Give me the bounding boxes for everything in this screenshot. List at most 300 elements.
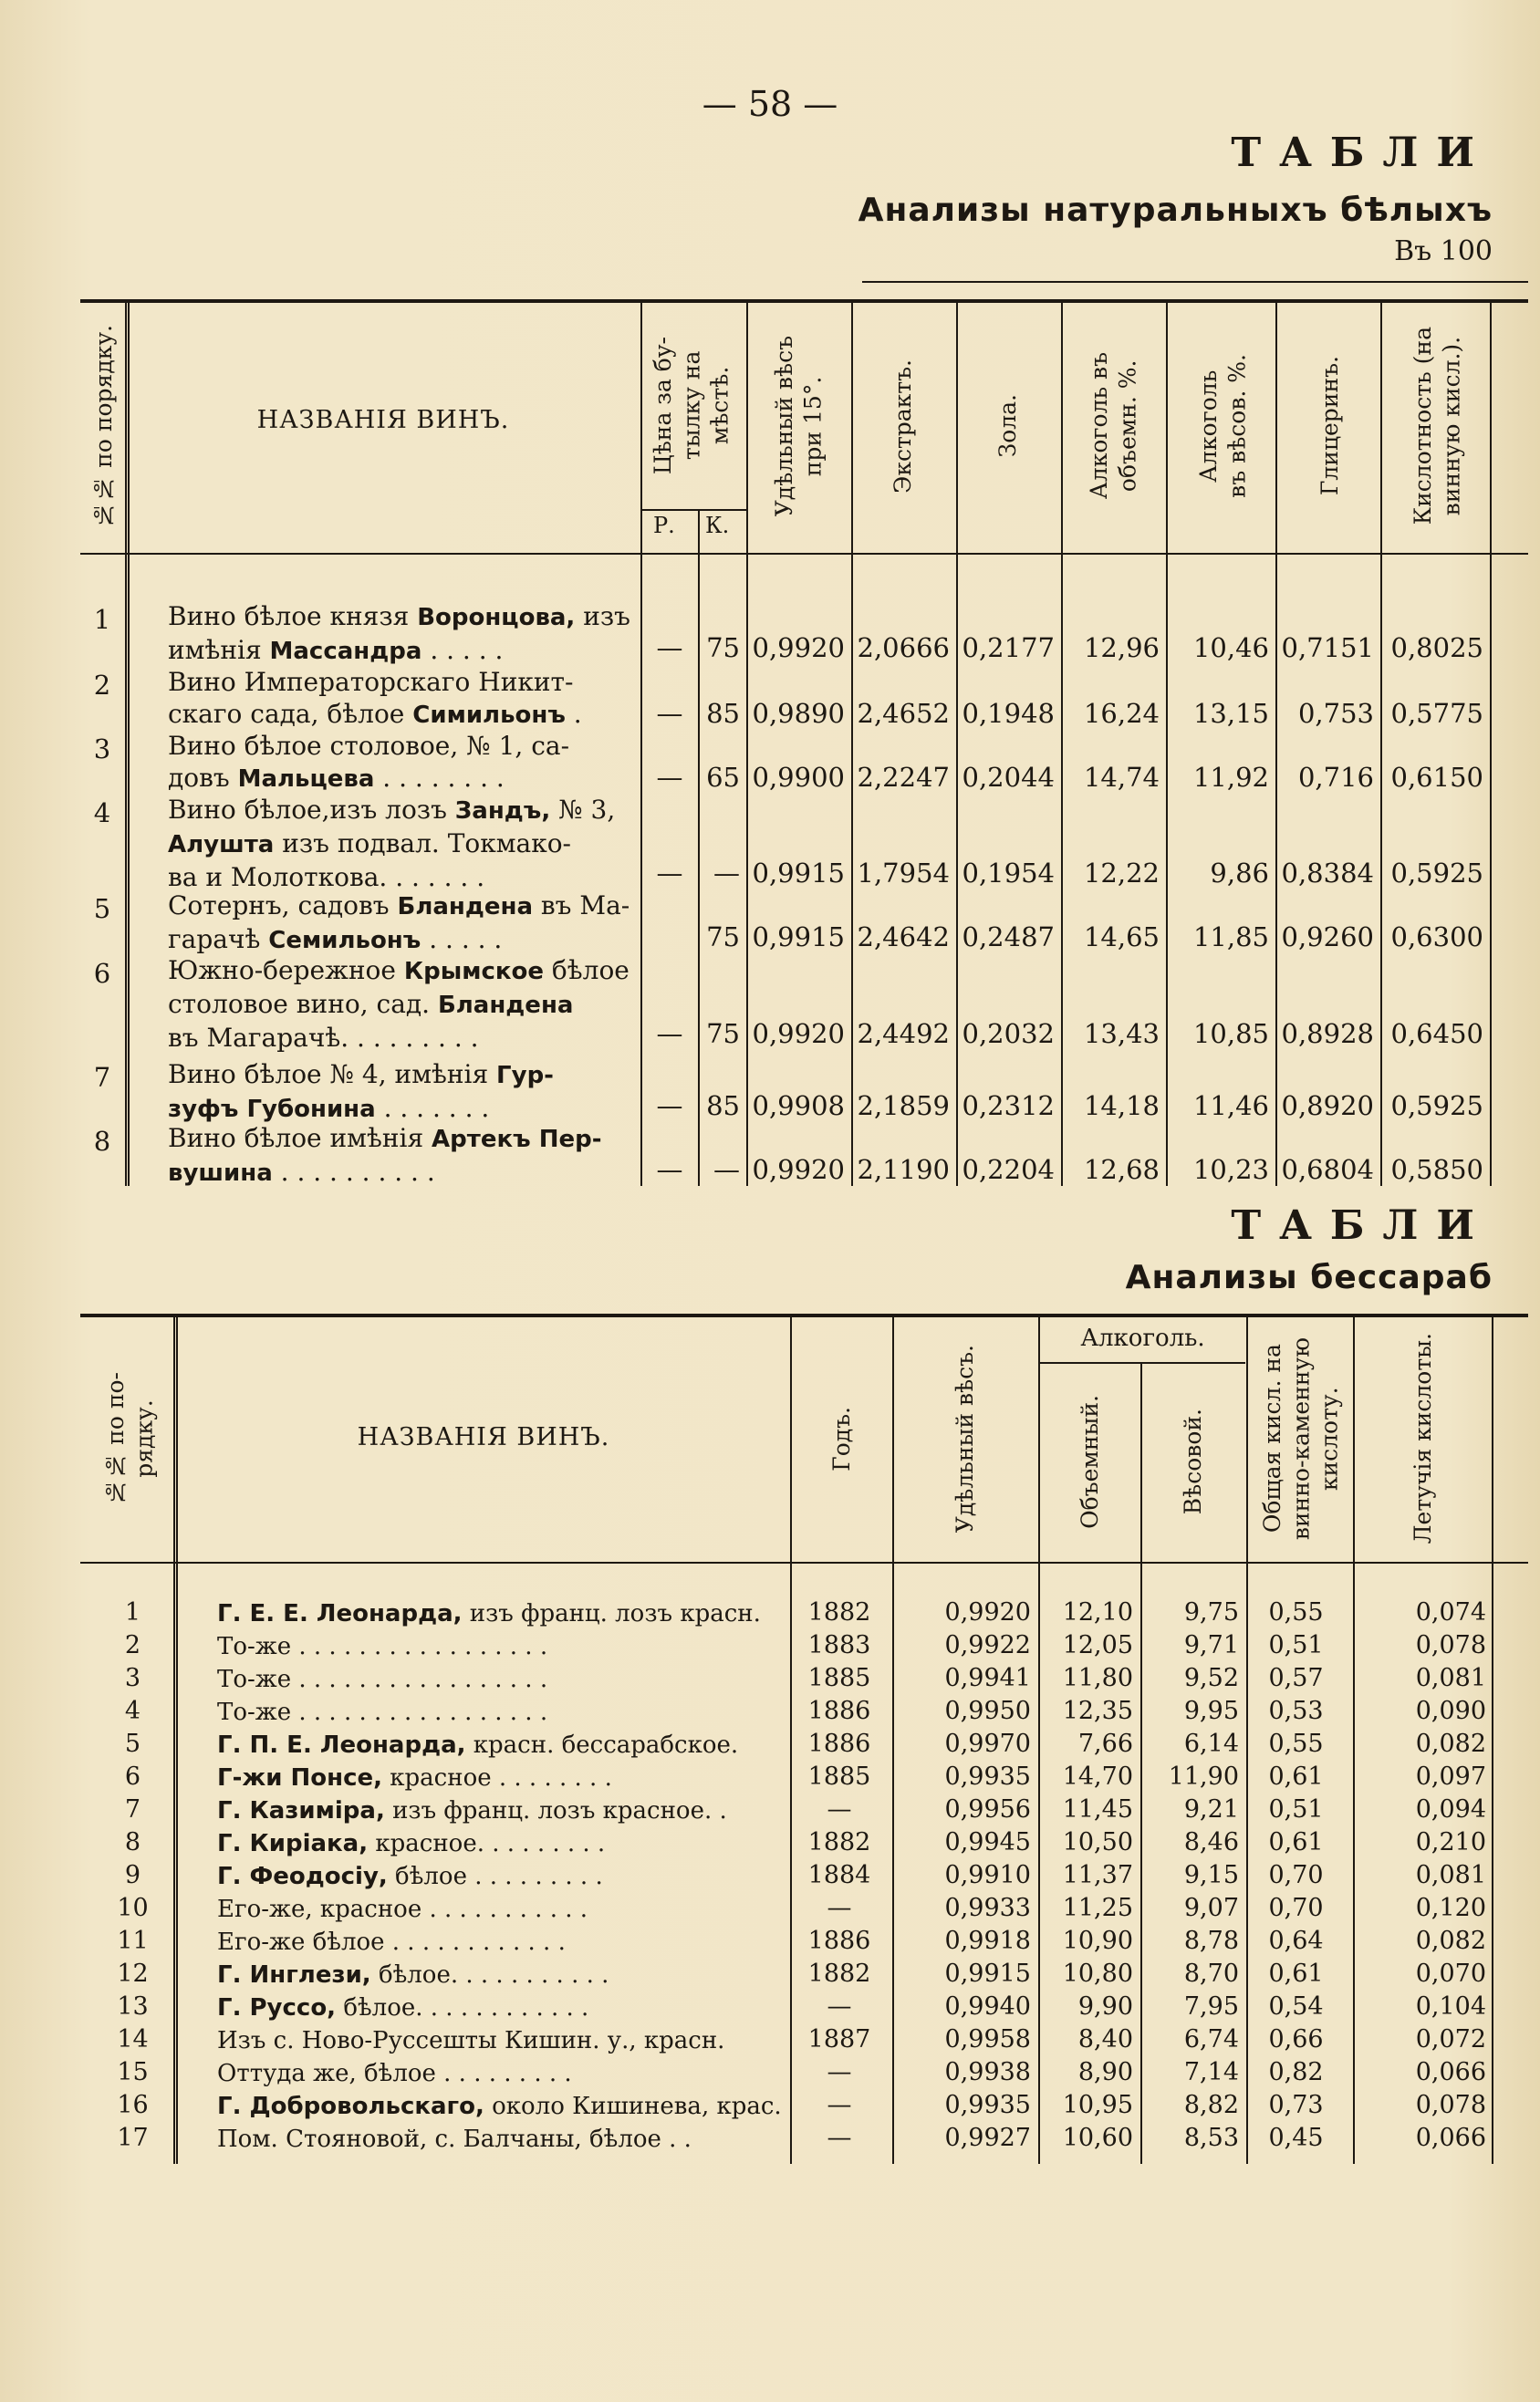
wine-name-text: изъ подвал. Токмако- [274,828,572,858]
t2-cell-vol: 11,80 [1062,1664,1133,1692]
t2-cell-vol: 12,10 [1062,1598,1133,1627]
wine-name-text: въ Магарачѣ. . . . . . . . . [168,1023,479,1053]
wine-name-text: довъ [168,763,238,793]
t1-row-name [168,1122,635,1190]
t1-cell-glycerin: 0,9260 [1281,921,1374,952]
t1-row-no: 1 [93,604,111,635]
t1-cell-k: 75 [706,1018,740,1049]
t2-cell-year: 1886 [807,1730,871,1758]
wine-name-bold: вушина [168,1159,273,1187]
t2-cell-volatile: 0,090 [1415,1697,1486,1725]
t1-cell-k: 75 [706,921,740,952]
t1-cell-alc_wt: 11,46 [1192,1090,1269,1121]
wine-name-bold: Г. Киріака, [217,1830,369,1857]
t2-vline [790,1315,792,2164]
t2-cell-sg: 0,9945 [944,1828,1031,1856]
t2-cell-wt: 9,75 [1183,1598,1239,1627]
t2-cell-wt: 9,71 [1183,1631,1239,1659]
wine-name-bold: Г. Феодосіу, [217,1863,388,1890]
t1-cell-extract: 2,4652 [857,698,950,729]
wine-name-bold: Массандра [269,638,422,665]
t2-row-no: 2 [124,1631,141,1659]
t1-cell-ash: 0,2487 [962,921,1055,952]
t1-vline [1166,301,1168,1186]
wine-name-bold: Бландена [397,893,534,920]
t1-cell-sg: 0,9908 [752,1090,845,1121]
table1-top-short-rule [862,281,1528,283]
t2-row-no: 3 [124,1664,141,1692]
t2-cell-volatile: 0,094 [1415,1795,1486,1824]
wine-name-text: красн. бессарабское. [465,1731,739,1759]
t2-header-volatile: Летучія кислоты. [1410,1333,1437,1544]
t1-cell-acidity: 0,5925 [1390,858,1483,889]
t1-cell-glycerin: 0,716 [1297,762,1374,793]
t1-price-subrule [640,509,746,511]
t2-row-name [217,2058,786,2090]
t1-cell-alc_vol: 14,18 [1083,1090,1160,1121]
wine-name-text: Его-же, красное . . . . . . . . . . . [217,1896,588,1923]
t2-cell-acid: 0,61 [1268,1828,1324,1856]
table1-unit: Въ 100 [1394,235,1493,267]
t2-cell-wt: 8,70 [1183,1960,1239,1988]
t1-cell-k: 75 [706,632,740,663]
t2-cell-sg: 0,9970 [944,1730,1031,1758]
t2-cell-volatile: 0,070 [1415,1960,1486,1988]
wine-name-text: красное . . . . . . . . [382,1764,612,1792]
t2-cell-volatile: 0,210 [1415,1828,1486,1856]
wine-name-text: Вино Императорскаго Никит- [168,667,574,697]
t2-cell-acid: 0,45 [1268,2124,1324,2152]
t2-cell-acid: 0,64 [1268,1927,1324,1955]
wine-name-text: имѣнія [168,635,270,665]
t2-cell-year: 1886 [807,1927,871,1955]
t2-row-name [217,1763,786,1794]
t2-row-name [217,1992,786,2024]
t1-cell-r: — [656,1090,683,1121]
t1-header-extract: Экстрактъ. [890,359,917,494]
t2-row-no: 15 [117,2058,149,2086]
t1-vline [1061,301,1063,1186]
t2-row-name [217,1598,786,1630]
t2-cell-wt: 7,14 [1183,2058,1239,2086]
wine-name-text: То-же . . . . . . . . . . . . . . . . . [217,1633,548,1660]
wine-name-bold: Г. Инглези, [217,1961,371,1989]
t1-row-no: 8 [93,1126,111,1157]
wine-name-bold: Зандъ, [454,797,551,825]
t1-cell-alc_wt: 13,15 [1192,698,1269,729]
t1-cell-extract: 2,4642 [857,921,950,952]
t2-vline [1140,1364,1142,2164]
t2-cell-acid: 0,55 [1268,1730,1324,1758]
t1-header-acidity: Кислотность (на винную кисл.). [1409,327,1464,525]
wine-name-text: Вино бѣлое № 4, имѣнія [168,1059,497,1089]
t2-cell-volatile: 0,066 [1415,2058,1486,2086]
t1-cell-r: — [656,1018,683,1049]
t2-cell-wt: 9,52 [1183,1664,1239,1692]
t2-cell-volatile: 0,082 [1415,1730,1486,1758]
t1-row-name [168,600,635,668]
t2-row-name [217,1664,786,1696]
t1-cell-glycerin: 0,6804 [1281,1154,1374,1185]
t1-vline [956,301,958,1186]
t1-row-name [168,794,635,893]
t2-cell-wt: 6,14 [1183,1730,1239,1758]
t2-cell-acid: 0,54 [1268,1992,1324,2021]
t2-cell-sg: 0,9950 [944,1697,1031,1725]
wine-name-text: № 3, [550,795,616,825]
t1-header-price-r: Р. [653,513,675,538]
t2-cell-acid: 0,51 [1268,1795,1324,1824]
t1-header-rule [80,553,1528,555]
t1-cell-extract: 2,1190 [857,1154,950,1185]
t2-row-no: 8 [124,1828,141,1856]
t2-row-name [217,1894,786,1926]
t2-cell-acid: 0,61 [1268,1960,1324,1988]
t2-cell-acid: 0,73 [1268,2091,1324,2119]
t1-cell-k: — [713,1154,740,1185]
wine-name-bold: Гур- [496,1062,554,1089]
t2-row-name [217,1927,786,1959]
t2-cell-volatile: 0,072 [1415,2025,1486,2054]
wine-name-bold: Артекъ Пер- [432,1126,602,1153]
page-number: — 58 — [702,84,838,124]
t2-row-name [217,1795,786,1827]
t1-cell-ash: 0,2204 [962,1154,1055,1185]
t1-row-name [168,889,635,957]
wine-name-text: Изъ с. Ново-Руссешты Кишин. у., красн. [217,2027,725,2054]
t2-vline [173,1315,178,2164]
t2-row-no: 17 [117,2124,149,2152]
t1-row-no: 2 [93,670,111,701]
t2-header-name: НАЗВАНІЯ ВИНЪ. [357,1423,610,1451]
t2-cell-year: 1882 [807,1828,871,1856]
t2-cell-vol: 10,95 [1062,2091,1133,2119]
t1-cell-alc_vol: 13,43 [1083,1018,1160,1049]
t1-cell-sg: 0,9890 [752,698,845,729]
t2-row-name [217,2025,786,2057]
t2-cell-vol: 11,25 [1062,1894,1133,1922]
t2-row-name [217,1730,786,1762]
t2-row-no: 6 [124,1763,141,1791]
t2-cell-vol: 7,66 [1077,1730,1133,1758]
wine-name-text: скаго сада, бѣлое [168,699,413,729]
t2-row-name [217,2124,786,2156]
wine-name-bold: Воронцова, [417,604,576,631]
t2-row-no: 13 [117,1992,149,2021]
t1-vline [746,301,748,1186]
t2-cell-year: — [827,1894,852,1922]
t2-header-no: №№ по по- рядку. [101,1372,157,1505]
wine-name-bold: Симильонъ [412,702,566,729]
t2-cell-vol: 12,05 [1062,1631,1133,1659]
wine-name-bold: Алушта [168,831,275,858]
t1-cell-r: — [656,632,683,663]
wine-name-text: бѣлое. . . . . . . . . . . . [336,1994,589,2022]
t1-row-name [168,1058,635,1126]
wine-name-bold: Семильонъ [268,927,421,954]
t2-cell-acid: 0,61 [1268,1763,1324,1791]
t1-header-price: Цѣна за бу- тылку на мѣстѣ. [650,336,734,475]
t1-cell-glycerin: 0,753 [1297,698,1374,729]
t1-cell-sg: 0,9920 [752,1154,845,1185]
t2-header-alc-vol: Объемный. [1077,1394,1104,1529]
t1-cell-k: — [713,858,740,889]
wine-name-text: Сотернъ, садовъ [168,890,398,920]
t2-cell-vol: 11,45 [1062,1795,1133,1824]
t1-row-name [168,666,635,732]
t2-header-alc-wt: Вѣсовой. [1180,1408,1207,1515]
t2-cell-acid: 0,53 [1268,1697,1324,1725]
t2-cell-wt: 11,90 [1168,1763,1239,1791]
t1-vline [640,301,642,1186]
t1-cell-glycerin: 0,7151 [1281,632,1374,663]
t1-row-no: 3 [93,733,111,764]
wine-name-bold: Крымское [403,958,545,985]
wine-name-text: . . . . . . . . . . [272,1157,435,1187]
wine-name-text: Его-же бѣлое . . . . . . . . . . . . [217,1929,566,1956]
t1-cell-alc_vol: 14,65 [1083,921,1160,952]
t1-cell-r: — [656,1154,683,1185]
t1-cell-alc_vol: 16,24 [1083,698,1160,729]
t2-cell-volatile: 0,097 [1415,1763,1486,1791]
wine-name-text: Южно-бережное [168,955,404,985]
wine-name-text: . [565,699,582,729]
t2-cell-wt: 7,95 [1183,1992,1239,2021]
t2-cell-year: — [827,1992,852,2021]
t2-cell-vol: 8,40 [1077,2025,1133,2054]
t1-header-price-k: К. [705,513,730,538]
t1-cell-alc_wt: 11,85 [1192,921,1269,952]
t1-header-alc-wt: Алкоголь въ вѣсов. %. [1194,354,1250,498]
t1-cell-ash: 0,2312 [962,1090,1055,1121]
t2-cell-wt: 8,53 [1183,2124,1239,2152]
t1-header-name: НАЗВАНІЯ ВИНЪ. [256,406,510,434]
t1-vline [851,301,853,1186]
wine-name-bold: Г. Добровольскаго, [217,2093,484,2120]
t2-vline [892,1315,894,2164]
t1-cell-alc_wt: 10,23 [1192,1154,1269,1185]
t1-vline [1380,301,1382,1186]
t2-cell-wt: 9,95 [1183,1697,1239,1725]
t2-cell-sg: 0,9935 [944,1763,1031,1791]
wine-name-bold: Г-жи Понсе, [217,1764,383,1792]
wine-name-text: въ Ма- [533,890,630,920]
t1-cell-glycerin: 0,8384 [1281,858,1374,889]
t2-cell-sg: 0,9941 [944,1664,1031,1692]
t1-cell-ash: 0,1954 [962,858,1055,889]
t1-vline [1275,301,1277,1186]
t1-vline [698,511,700,1186]
wine-name-text: Оттуда же, бѣлое . . . . . . . . . [217,2060,572,2087]
t2-row-name [217,1697,786,1729]
t1-cell-sg: 0,9915 [752,858,845,889]
t2-cell-vol: 10,80 [1062,1960,1133,1988]
t1-cell-extract: 2,1859 [857,1090,950,1121]
table1-subtitle: Анализы натуральныхъ бѣлыхъ [858,192,1493,229]
t1-header-no: №№ по порядку. [90,324,118,528]
t1-cell-sg: 0,9920 [752,1018,845,1049]
t2-cell-vol: 9,90 [1077,1992,1133,2021]
t1-cell-extract: 2,2247 [857,762,950,793]
table2-subtitle: Анализы бессараб [1125,1259,1493,1296]
t2-cell-sg: 0,9933 [944,1894,1031,1922]
wine-name-text: бѣлое [544,955,630,985]
wine-name-bold: Г. Е. Е. Леонарда, [217,1600,463,1627]
wine-name-text: Вино бѣлое князя [168,601,418,631]
t2-cell-volatile: 0,120 [1415,1894,1486,1922]
t2-cell-acid: 0,70 [1268,1861,1324,1889]
t2-cell-sg: 0,9935 [944,2091,1031,2119]
t2-cell-wt: 8,46 [1183,1828,1239,1856]
wine-name-text: . . . . . [421,924,503,954]
t2-row-no: 4 [124,1697,141,1725]
t2-cell-wt: 8,78 [1183,1927,1239,1955]
t2-cell-sg: 0,9910 [944,1861,1031,1889]
t2-cell-wt: 9,07 [1183,1894,1239,1922]
wine-name-text: ва и Молоткова. . . . . . . [168,862,485,892]
t2-cell-volatile: 0,078 [1415,2091,1486,2119]
t2-row-no: 16 [117,2091,149,2119]
t2-cell-wt: 6,74 [1183,2025,1239,2054]
t2-cell-vol: 12,35 [1062,1697,1133,1725]
wine-name-text: Вино бѣлое имѣнія [168,1123,432,1153]
t2-header-sg: Удѣльный вѣсъ. [951,1344,978,1534]
wine-name-bold: Г. Руссо, [217,1994,337,2022]
t2-cell-volatile: 0,081 [1415,1861,1486,1889]
t1-cell-alc_wt: 9,86 [1210,858,1269,889]
t2-cell-sg: 0,9956 [944,1795,1031,1824]
t2-cell-sg: 0,9938 [944,2058,1031,2086]
t1-cell-r: — [656,698,683,729]
t2-vline [1246,1315,1248,2164]
t2-header-total-acid: Общая кисл. на винно-каменную кислоту. [1258,1336,1343,1541]
t1-header-ash: Зола. [994,394,1022,458]
t2-cell-year: 1885 [807,1664,871,1692]
wine-name-text: изъ франц. лозъ красное. . [384,1797,727,1825]
t2-cell-volatile: 0,081 [1415,1664,1486,1692]
t2-cell-year: 1885 [807,1763,871,1791]
t1-cell-acidity: 0,5925 [1390,1090,1483,1121]
t1-row-no: 5 [93,893,111,924]
t2-row-name [217,2091,786,2123]
t1-cell-alc_wt: 10,85 [1192,1018,1269,1049]
t2-cell-vol: 11,37 [1062,1861,1133,1889]
t1-header-sg: Удѣльный вѣсъ при 15°. [770,335,826,517]
t1-vline [125,301,130,1186]
t2-cell-sg: 0,9918 [944,1927,1031,1955]
t2-vline [1353,1315,1355,2164]
t1-cell-sg: 0,9900 [752,762,845,793]
wine-name-bold: Г. П. Е. Леонарда, [217,1731,466,1759]
t2-cell-volatile: 0,066 [1415,2124,1486,2152]
wine-name-text: красное. . . . . . . . . [368,1830,606,1857]
t1-cell-ash: 0,2032 [962,1018,1055,1049]
t2-cell-vol: 10,90 [1062,1927,1133,1955]
t2-cell-sg: 0,9922 [944,1631,1031,1659]
t2-header-rule [80,1562,1528,1564]
t2-cell-year: 1884 [807,1861,871,1889]
t1-cell-extract: 2,4492 [857,1018,950,1049]
t1-cell-extract: 2,0666 [857,632,950,663]
t1-cell-glycerin: 0,8928 [1281,1018,1374,1049]
t2-cell-vol: 10,50 [1062,1828,1133,1856]
t2-row-no: 10 [117,1894,149,1922]
t1-cell-sg: 0,9915 [752,921,845,952]
t2-cell-year: — [827,1795,852,1824]
t1-header-alc-vol: Алкоголь въ объемн. %. [1085,352,1140,500]
wine-name-text: . . . . . . . . [374,763,505,793]
t1-cell-alc_vol: 12,22 [1083,858,1160,889]
t1-row-name [168,954,635,1054]
t1-cell-ash: 0,2044 [962,762,1055,793]
t1-cell-alc_wt: 10,46 [1192,632,1269,663]
t2-cell-vol: 14,70 [1062,1763,1133,1791]
wine-name-text: бѣлое . . . . . . . . . [387,1863,603,1890]
t2-cell-sg: 0,9940 [944,1992,1031,2021]
wine-name-text: . . . . . . . [375,1093,490,1123]
t1-cell-k: 85 [706,1090,740,1121]
t2-cell-volatile: 0,082 [1415,1927,1486,1955]
t2-cell-sg: 0,9958 [944,2025,1031,2054]
t1-cell-acidity: 0,6150 [1390,762,1483,793]
t2-row-no: 9 [124,1861,141,1889]
t1-row-no: 4 [93,797,111,828]
t1-cell-k: 65 [706,762,740,793]
t1-cell-acidity: 0,5775 [1390,698,1483,729]
t1-cell-alc_vol: 12,96 [1083,632,1160,663]
wine-name-text: Вино бѣлое,изъ лозъ [168,795,455,825]
t2-cell-acid: 0,55 [1268,1598,1324,1627]
t2-alcohol-subrule [1040,1362,1245,1364]
wine-name-text: столовое вино, сад. [168,989,438,1019]
t1-header-glycerin: Глицеринъ. [1316,356,1343,496]
t2-cell-acid: 0,70 [1268,1894,1324,1922]
t1-cell-r: — [656,762,683,793]
t2-cell-volatile: 0,078 [1415,1631,1486,1659]
wine-name-text: Пом. Стояновой, с. Балчаны, бѣлое . . [217,2126,692,2153]
t2-cell-year: 1887 [807,2025,871,2054]
t1-cell-r: — [656,858,683,889]
t1-cell-alc_wt: 11,92 [1192,762,1269,793]
t1-cell-extract: 1,7954 [857,858,950,889]
wine-name-text: То-же . . . . . . . . . . . . . . . . . [217,1699,548,1726]
t2-cell-acid: 0,57 [1268,1664,1324,1692]
t2-row-no: 7 [124,1795,141,1824]
t2-row-no: 14 [117,2025,149,2054]
table1-heading: ТАБЛИ [1231,130,1493,176]
t1-cell-sg: 0,9920 [752,632,845,663]
wine-name-text: То-же . . . . . . . . . . . . . . . . . [217,1666,548,1693]
t2-vline [1492,1315,1493,2164]
t2-vline [1038,1315,1040,2164]
t1-cell-alc_vol: 14,74 [1083,762,1160,793]
t1-row-name [168,730,635,795]
t2-cell-wt: 9,15 [1183,1861,1239,1889]
t2-cell-year: 1883 [807,1631,871,1659]
t2-cell-acid: 0,51 [1268,1631,1324,1659]
t2-cell-acid: 0,82 [1268,2058,1324,2086]
t2-cell-year: 1882 [807,1598,871,1627]
wine-name-text: изъ франц. лозъ красн. [462,1600,761,1627]
t1-cell-glycerin: 0,8920 [1281,1090,1374,1121]
t2-cell-sg: 0,9927 [944,2124,1031,2152]
t2-row-name [217,1631,786,1663]
wine-name-bold: зуфъ Губонина [168,1096,376,1123]
wine-name-bold: Мальцева [237,765,375,793]
t2-row-no: 1 [124,1598,141,1627]
wine-name-text: бѣлое. . . . . . . . . . . [370,1961,609,1989]
t2-cell-sg: 0,9915 [944,1960,1031,1988]
